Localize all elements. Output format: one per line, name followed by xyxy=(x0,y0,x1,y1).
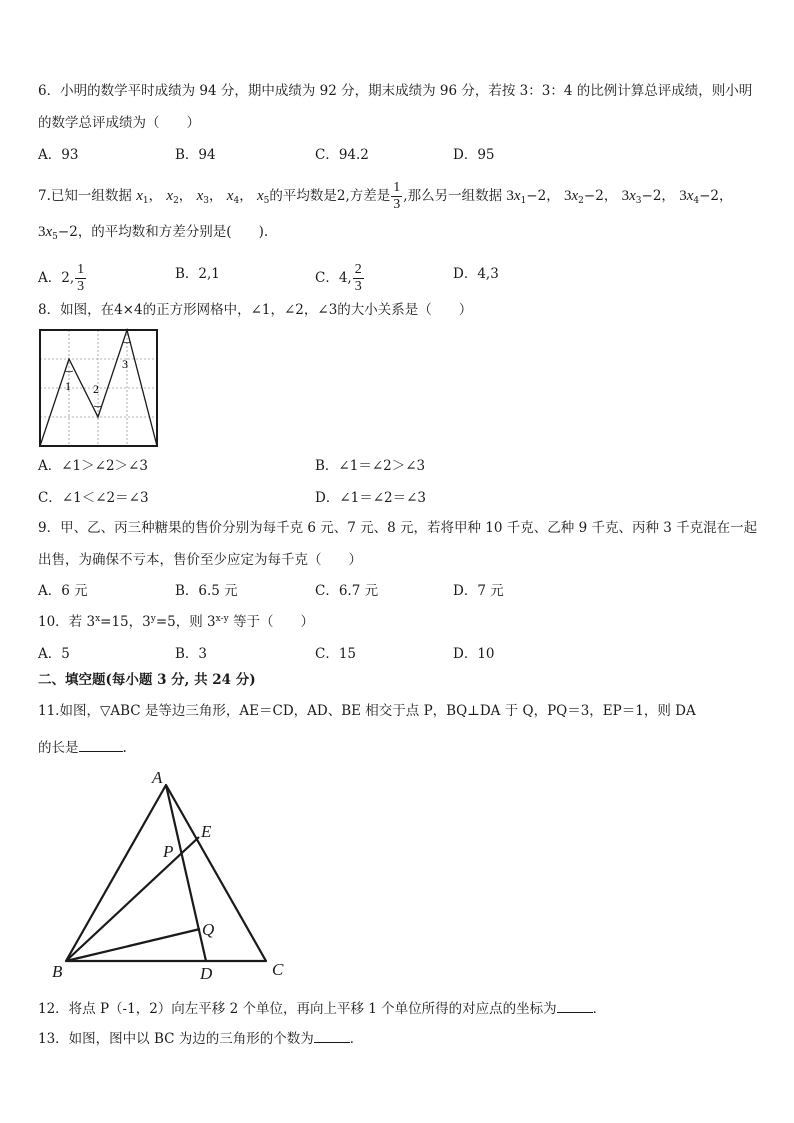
q9-line2: 出售，为确保不亏本，售价至少应定为每千克（ ） xyxy=(38,552,362,568)
q11-triangle-figure xyxy=(48,765,298,985)
q7-line1: 7.已知一组数据 $x_1$， $x_2$， $x_3$， $x_4$， $x_5$的平均数是2,方差是 $\frac{1}{3}$ ,那么另一组数据 $3x_1-2$， $3x_2-2$， $3x_3-2$， $3x_4-2$， xyxy=(38,180,733,212)
q10-option-d: D．10 xyxy=(453,646,495,662)
q13-stem: 13．如图，图中以 BC 为边的三角形的个数为 ． xyxy=(38,1028,363,1049)
q11-label-q: Q xyxy=(202,920,215,939)
q7-variance-fraction: $\frac{1}{3}$ xyxy=(393,180,401,212)
section-2-heading: 二、填空题(每小题 3 分, 共 24 分) xyxy=(38,672,256,688)
q11-label-c: C xyxy=(272,960,284,979)
q9-option-b: B．6.5 元 xyxy=(175,583,238,599)
q8-option-d: D．∠1＝∠2＝∠3 xyxy=(315,490,427,506)
q12-answer-blank[interactable] xyxy=(557,998,593,1013)
q10-option-a: A．5 xyxy=(38,646,70,662)
q8-option-b: B．∠1＝∠2＞∠3 xyxy=(315,458,426,474)
q11-label-d: D xyxy=(200,964,213,983)
q9-option-c: C．6.7 元 xyxy=(315,583,379,599)
q8-angle-3-label: 3 xyxy=(122,357,128,371)
q6-line2: 的数学总评成绩为（ ） xyxy=(38,115,200,131)
q8-angle-1-label: 1 xyxy=(65,379,71,393)
q7-option-c: C．4, $\frac{2}{3}$ xyxy=(315,262,362,294)
q6-option-b: B．94 xyxy=(175,147,216,163)
q11-segment-bq xyxy=(66,929,200,961)
q11-label-p: P xyxy=(163,842,174,861)
q6-option-c: C．94.2 xyxy=(315,147,369,163)
q7-option-d: D．4,3 xyxy=(453,266,499,282)
q8-angle-2-label: 2 xyxy=(93,382,99,396)
q6-option-a: A．93 xyxy=(38,147,79,163)
q9-option-d: D．7 元 xyxy=(453,583,504,599)
q6-option-d: D．95 xyxy=(453,147,495,163)
q11-line1: 11.如图，▽ABC 是等边三角形，AE＝CD，AD、BE 相交于点 P，BQ⊥DA 于 Q，PQ＝3，EP＝1，则 DA xyxy=(38,703,696,719)
q9-option-a: A．6 元 xyxy=(38,583,88,599)
q7-line2: $3x_5-2$，的平均数和方差分别是( ). xyxy=(38,224,269,242)
q8-option-c: C．∠1＜∠2＝∠3 xyxy=(38,490,149,506)
q11-label-e: E xyxy=(201,822,212,841)
q12-stem: 12．将点 P（-1，2）向左平移 2 个单位，再向上平移 1 个单位所得的对应点的坐标为 ． xyxy=(38,998,606,1019)
q10-stem: 10．若 $3^x=15$，$3^y=5$，则 3$^{x-y}$ 等于（ ） xyxy=(38,614,314,630)
q11-answer-blank[interactable] xyxy=(79,737,123,752)
q10-option-c: C．15 xyxy=(315,646,357,662)
q8-grid-figure xyxy=(38,328,160,448)
q9-line1: 9．甲、乙、丙三种糖果的售价分别为每千克 6 元、7 元、8 元，若将甲种 10 千克、乙种 9 千克、丙种 3 千克混在一起 xyxy=(38,520,758,536)
q11-line2: 的长是 . xyxy=(38,737,127,758)
q7-option-b: B．2,1 xyxy=(175,266,220,282)
q11-segment-be xyxy=(66,837,199,961)
q6-line1: 6．小明的数学平时成绩为 94 分，期中成绩为 92 分，期末成绩为 96 分，若按 3：3：4 的比例计算总评成绩，则小明 xyxy=(38,83,753,99)
q8-stem: 8．如图，在4×4的正方形网格中，∠1，∠2，∠3的大小关系是（ ） xyxy=(38,302,473,318)
q10-option-b: B．3 xyxy=(175,646,208,662)
q13-answer-blank[interactable] xyxy=(314,1028,350,1043)
q11-triangle-abc xyxy=(66,785,266,961)
q11-label-a: A xyxy=(152,768,163,787)
q7-option-a: A．2, $\frac{1}{3}$ xyxy=(38,262,85,294)
q8-option-a: A．∠1＞∠2＞∠3 xyxy=(38,458,148,474)
q11-label-b: B xyxy=(52,962,63,981)
